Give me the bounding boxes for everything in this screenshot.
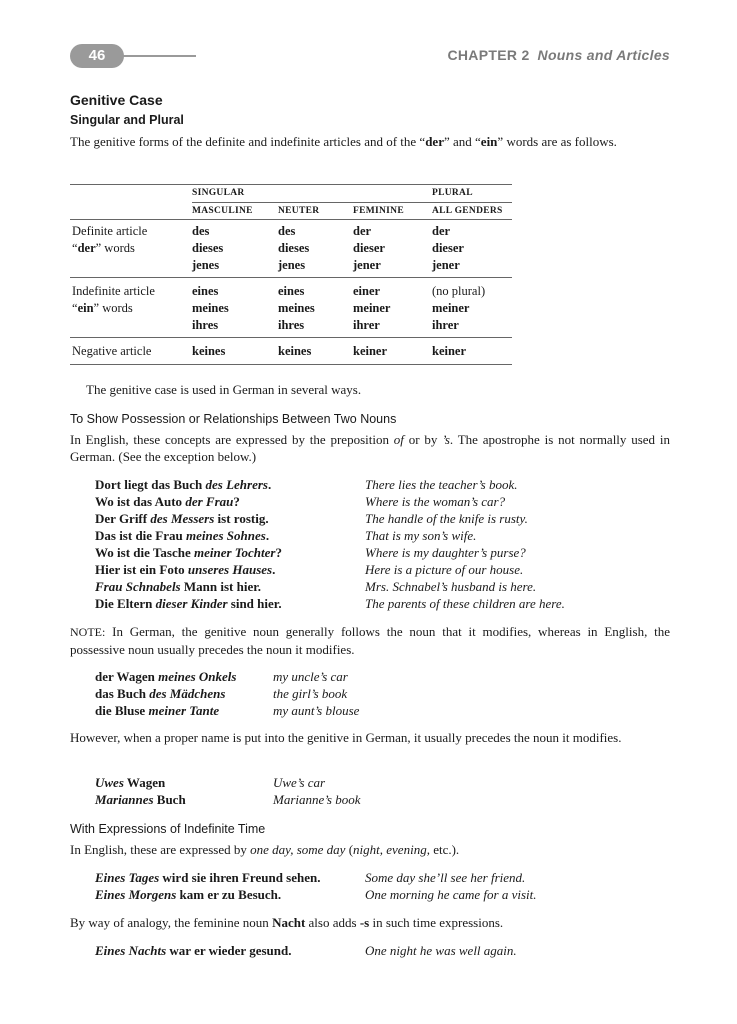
table-cell: (no plural): [432, 284, 486, 298]
header-rule: [118, 55, 196, 57]
example-german: Eines Tages wird sie ihren Freund sehen.: [95, 870, 321, 885]
table-cell: keiner: [353, 344, 388, 358]
example-english: That is my son’s wife.: [365, 528, 477, 543]
row-label-indefinite: Indefinite article: [72, 284, 155, 298]
possession-paragraph: In English, these concepts are expressed by the preposition of or by ’s. The apostrophe is not normally used in German. (See the exception below.): [70, 432, 670, 464]
table-cell: jener: [432, 258, 460, 272]
example-english: my uncle’s car: [273, 669, 348, 684]
row-label-negative: Negative article: [72, 344, 152, 358]
example-english: my aunt’s blouse: [273, 703, 360, 718]
table-cell: eines: [192, 284, 219, 298]
example-german: Eines Nachts war er wieder gesund.: [95, 943, 292, 958]
proper-name-paragraph: However, when a proper name is put into the genitive in German, it usually precedes the noun it modifies.: [70, 730, 622, 745]
table-cell: dieses: [278, 241, 310, 255]
example-english: Here is a picture of our house.: [365, 562, 524, 577]
page-number-badge: 46: [70, 44, 124, 68]
table-cell: keiner: [432, 344, 467, 358]
table-cell: keines: [192, 344, 226, 358]
table-cell: jenes: [278, 258, 306, 272]
note-examples: [95, 668, 615, 720]
example-german: der Wagen meines Onkels: [95, 669, 237, 684]
header-plural: PLURAL: [432, 188, 473, 198]
example-english: One morning he came for a visit.: [365, 887, 537, 902]
table-cell: ihres: [192, 318, 219, 332]
table-cell: dieses: [192, 241, 224, 255]
table-cell: dieser: [432, 241, 464, 255]
example-english: The handle of the knife is rusty.: [365, 511, 528, 526]
example-german: Das ist die Frau meines Sohnes.: [95, 528, 270, 543]
example-german: Die Eltern dieser Kinder sind hier.: [95, 596, 282, 611]
table-cell: des: [192, 224, 210, 238]
example-german: Dort liegt das Buch des Lehrers.: [95, 477, 272, 492]
example-german: Der Griff des Messers ist rostig.: [95, 511, 269, 526]
possession-heading: To Show Possession or Relationships Between Two Nouns: [70, 412, 397, 426]
example-german: das Buch des Mädchens: [95, 686, 226, 701]
example-german: die Bluse meiner Tante: [95, 703, 220, 718]
row-label-ein-words: “ein” words: [72, 301, 133, 315]
indefinite-time-heading: With Expressions of Indefinite Time: [70, 822, 266, 836]
example-german: Wo ist das Auto der Frau?: [95, 494, 240, 509]
header-singular: SINGULAR: [192, 188, 245, 198]
example-english: Some day she’ll see her friend.: [365, 870, 526, 885]
example-german: Uwes Wagen: [95, 775, 166, 790]
example-german: Frau Schnabels Mann ist hier.: [95, 579, 262, 594]
table-cell: ihrer: [432, 318, 459, 332]
section-title: Genitive Case: [70, 92, 163, 108]
table-cell: ihrer: [353, 318, 380, 332]
row-label-definite: Definite article: [72, 224, 148, 238]
example-english: the girl’s book: [273, 686, 348, 701]
example-english: Where is my daughter’s purse?: [365, 545, 526, 560]
table-cell: meiner: [432, 301, 470, 315]
table-cell: der: [432, 224, 451, 238]
example-german: Mariannes Buch: [95, 792, 186, 807]
table-cell: meines: [192, 301, 229, 315]
example-english: The parents of these children are here.: [365, 596, 565, 611]
analogy-example: [95, 942, 615, 960]
possession-examples: [95, 476, 615, 616]
example-english: Uwe’s car: [273, 775, 326, 790]
running-header: [447, 47, 670, 63]
example-german: Eines Morgens kam er zu Besuch.: [95, 887, 282, 902]
table-cell: meiner: [353, 301, 391, 315]
indefinite-time-examples: [95, 869, 615, 905]
example-english: One night he was well again.: [365, 943, 517, 958]
col-feminine: FEMININE: [353, 206, 404, 216]
example-english: Where is the woman’s car?: [365, 494, 506, 509]
table-cell: eines: [278, 284, 305, 298]
intro-paragraph: The genitive forms of the definite and indefinite articles and of the “der” and “ein” words are as follows.: [70, 134, 617, 149]
analogy-paragraph: By way of analogy, the feminine noun Nacht also adds -s in such time expressions.: [70, 915, 504, 930]
table-cell: jenes: [192, 258, 220, 272]
example-english: Mrs. Schnabel’s husband is here.: [365, 579, 537, 594]
section-subtitle: Singular and Plural: [70, 113, 184, 127]
chapter-label: CHAPTER 2: [447, 47, 530, 63]
example-english: Marianne’s book: [273, 792, 361, 807]
example-german: Hier ist ein Foto unseres Hauses.: [95, 562, 276, 577]
col-masculine: MASCULINE: [192, 206, 253, 216]
indefinite-time-paragraph: In English, these are expressed by one day, some day (night, evening, etc.).: [70, 842, 460, 857]
note-paragraph: NOTE: In German, the genitive noun generally follows the noun that it modifies, whereas in English, the possessive noun usually precedes the noun it modifies.: [70, 624, 670, 657]
table-cell: dieser: [353, 241, 385, 255]
table-cell: keines: [278, 344, 312, 358]
chapter-title: Nouns and Articles: [537, 47, 670, 63]
row-label-der-words: “der” words: [72, 241, 135, 255]
table-cell: ihres: [278, 318, 305, 332]
example-german: Wo ist die Tasche meiner Tochter?: [95, 545, 282, 560]
usage-sentence: The genitive case is used in German in several ways.: [86, 382, 362, 397]
table-cell: einer: [353, 284, 381, 298]
example-english: There lies the teacher’s book.: [365, 477, 518, 492]
col-neuter: NEUTER: [278, 206, 320, 216]
table-cell: jener: [353, 258, 381, 272]
table-cell: der: [353, 224, 372, 238]
table-cell: des: [278, 224, 296, 238]
col-all-genders: ALL GENDERS: [432, 206, 503, 216]
table-cell: meines: [278, 301, 315, 315]
proper-name-examples: [95, 774, 615, 810]
